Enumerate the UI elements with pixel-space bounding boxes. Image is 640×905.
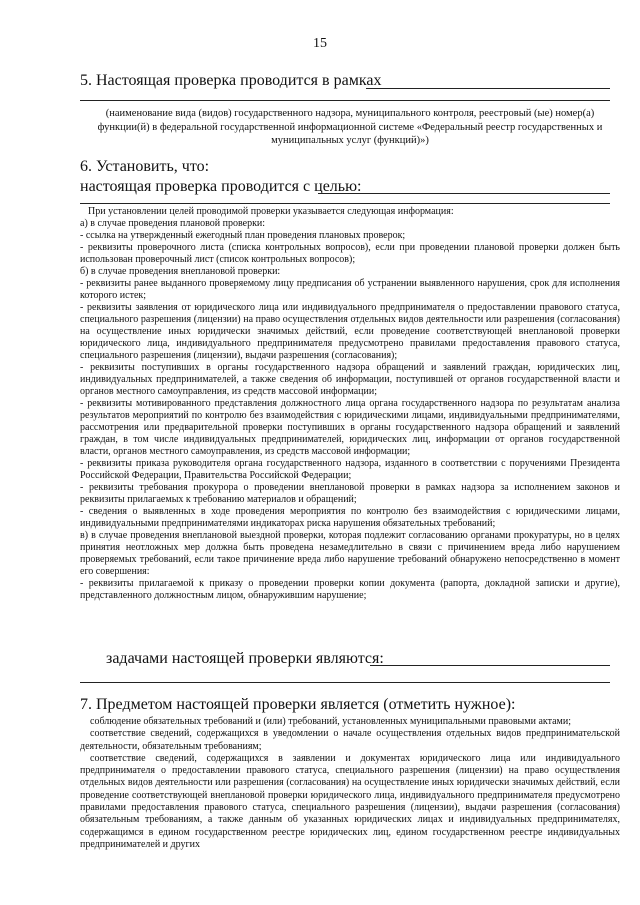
info-paragraph: При установлении целей проводимой проверки указывается следующая информация:: [88, 206, 454, 217]
section7-heading: 7. Предметом настоящей проверки является (отметить нужное):: [80, 696, 516, 713]
info-paragraph: - реквизиты поступивших в органы государственного надзора обращений и заявлений граждан, юридических лиц, индивидуальных предпринимателей, а также сведения об информации, поступившей от органов государственной власти и органов местного самоуправления, из средств массовой информации;: [80, 362, 620, 397]
info-paragraph: - сведения о выявленных в ходе проведения мероприятия по контролю без взаимодействия с юридическими лицами, индивидуальными предпринимателями индикаторах риска нарушения обязательных требований;: [80, 506, 620, 529]
info-paragraph: - реквизиты приказа руководителя органа государственного надзора, изданного в соответствии с поручениями Президента Российской Федерации, Правительства Российской Федерации;: [80, 458, 620, 481]
purpose-label: настоящая проверка проводится с целью:: [80, 178, 362, 195]
info-paragraph: - реквизиты мотивированного представления должностного лица органа государственного надзора по результатам анализа результатов мероприятий по контролю без взаимодействия с юридическими лицами, индивидуальными предпринимателями, рассмотрения или предварительной проверки поступивших в органы государственного надзора обращений и заявлений граждан, в том числе индивидуальных предпринимателей, юридических лиц, информации от органов государственной власти, органов местного самоуправления, из средств массовой информации;: [80, 398, 620, 457]
section6-heading: 6. Установить, что:: [80, 158, 210, 175]
tasks-separator: [80, 682, 610, 683]
page-number: 15: [313, 36, 327, 51]
subject-paragraph: соблюдение обязательных требований и (или) требований, установленных муниципальными правовыми актами;: [90, 716, 571, 727]
tasks-label: задачами настоящей проверки являются:: [106, 650, 384, 667]
info-paragraph: - реквизиты ранее выданного проверяемому лицу предписания об устранении выявленного нарушения, срок для исполнения которого истек;: [80, 278, 620, 301]
info-paragraph: - реквизиты прилагаемой к приказу о проведении проверки копии документа (рапорта, докладной записки и другие), представленного должностным лицом, обнаружившим нарушение;: [80, 578, 620, 601]
purpose-separator: [80, 203, 610, 204]
info-paragraph: - реквизиты требования прокурора о проведении внеплановой проверки в рамках надзора за исполнением законов и реквизиты прилагаемых к требованию материалов и обращений;: [80, 482, 620, 505]
section5-note: (наименование вида (видов) государственного надзора, муниципального контроля, реестровый (ые) номер(а) функции(й) в федеральной государственной информационной системе «Федеральный реестр государственных и муниципальных услуг (функций)»): [97, 108, 603, 146]
purpose-info-block: [80, 206, 620, 602]
section5-fill-line: [366, 88, 610, 89]
section5-label: 5. Настоящая проверка проводится в рамках: [80, 72, 382, 89]
info-paragraph: а) в случае проведения плановой проверки:: [80, 218, 266, 229]
info-paragraph: - реквизиты проверочного листа (списка контрольных вопросов), если при проведении плановой проверки должен быть использован проверочный лист (список контрольных вопросов);: [80, 242, 620, 265]
info-paragraph: - ссылка на утвержденный ежегодный план проведения плановых проверок;: [80, 230, 406, 241]
purpose-fill-line: [318, 193, 610, 194]
subject-paragraph: соответствие сведений, содержащихся в уведомлении о начале осуществления отдельных видов предпринимательской деятельности, обязательным требованиям;: [80, 728, 620, 752]
subject-paragraph: соответствие сведений, содержащихся в заявлении и документах юридического лица или индивидуального предпринимателя о предоставлении правового статуса, специального разрешения (лицензии) на право осуществления отдельных видов деятельности или разрешения (согласования) на осуществление иных юридически значимых действий, если проведение соответствующей внеплановой проверки юридического лица, индивидуального предпринимателя предусмотрено правилами предоставления правового статуса, специального разрешения (лицензии), выдачи разрешения (согласования) обязательным требованиям, а также данным об указанных юридических лицах и индивидуальных предпринимателях, содержащимся в едином государственном реестре юридических лиц, едином государственном реестре индивидуальных предпринимателей и других: [80, 752, 620, 850]
info-paragraph: б) в случае проведения внеплановой проверки:: [80, 266, 281, 277]
section5-separator: [80, 100, 610, 101]
info-paragraph: в) в случае проведения внеплановой выездной проверки, которая подлежит согласованию органами прокуратуры, но в целях принятия неотложных мер должна быть проведена незамедлительно в связи с причинением вреда либо нарушением проверяемых требований, если такое причинение вреда либо нарушение требований обнаружено непосредственно в момент его совершения:: [80, 530, 620, 577]
subject-block: [80, 716, 620, 851]
tasks-fill-line: [370, 665, 610, 666]
info-paragraph: - реквизиты заявления от юридического лица или индивидуального предпринимателя о предоставлении правового статуса, специального разрешения (лицензии) на право осуществления отдельных видов деятельности или разрешения (согласования) на осуществление иных юридически значимых действий, если проведение соответствующей внеплановой проверки юридического лица, индивидуального предпринимателя предусмотрено правилами предоставления правового статуса, специального разрешения (лицензии), выдачи разрешения (согласования);: [80, 302, 620, 361]
